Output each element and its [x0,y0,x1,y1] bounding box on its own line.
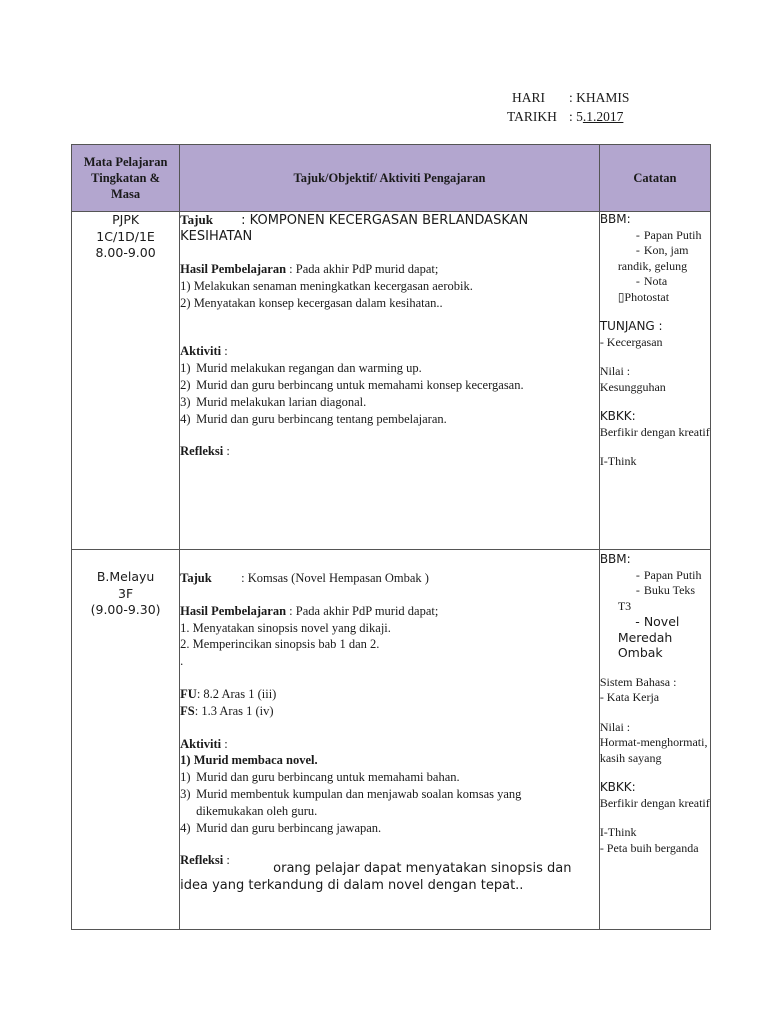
day-line [512,88,629,107]
list-item [180,769,599,786]
table-row [72,550,711,930]
table-row [72,212,711,550]
item-text: Murid dan guru berbincang untuk memahami konsep kecergasan. [196,377,524,392]
outcome-intro: : Pada akhir PdP murid dapat; [289,262,439,276]
notes-cell [599,212,710,550]
item-number: 4) [180,411,191,426]
learning-outcome [180,603,599,620]
activity-list [180,360,599,427]
fs-line [180,703,599,720]
item-text: Murid dan guru berbincang tentang pembelajaran. [196,411,447,426]
nilai-label: Nilai : [599,364,631,378]
notes-cell [599,550,710,930]
subject-cell [72,212,180,550]
list-item [180,377,599,394]
date-label: TARIKH [507,109,557,124]
ithink-label: I-Think [599,454,637,468]
ithink-value: - Peta buih berganda [599,840,699,855]
list-item: - Novel Meredah Ombak [617,614,680,660]
list-item [180,394,599,411]
nilai-value: Hormat-menghormati, kasih sayang [599,735,708,765]
subject-name: PJPK [112,212,140,227]
ithink-label: I-Think [599,825,637,839]
topic [180,212,599,245]
table-header-row [72,145,711,212]
activity-colon: : [224,736,228,751]
header-objective: Tajuk/Objektif/ Aktiviti Pengajaran [180,145,600,212]
outcome-item: 2. Memperincikan sinopsis bab 1 dan 2. [180,637,380,652]
nilai-label: Nilai : [599,719,631,734]
bbm-item: Papan Putih [643,227,702,242]
date-value: .1.2017 [582,109,624,124]
subject-time: (9.00-9.30) [90,602,161,617]
list-item [180,360,599,377]
objective-cell [180,212,600,550]
topic-label: Tajuk [180,212,213,227]
kbkk-value: Berfikir dengan kreatif [599,424,710,439]
outcome-item: 1) Melakukan senaman meningkatkan kecergasan aerobik. [180,278,473,293]
date-line [507,107,623,126]
reflection-label: Refleksi [180,853,224,868]
list-item: - Papan Putih [635,567,702,582]
activity-label: Aktiviti [180,736,222,751]
list-item [180,786,599,820]
topic [180,570,599,587]
list-item: - Kon, jam randik, gelung [617,243,689,273]
item-text: Murid membentuk kumpulan dan menjawab soalan komsas yang dikemukakan oleh guru. [196,786,522,818]
fu-label: FU [180,686,197,701]
learning-outcome [180,261,599,278]
reflection-colon: : [226,853,230,868]
subject-name: B.Melayu [96,569,155,584]
sistem-label: Sistem Bahasa : [599,674,677,689]
list-item: - Nota ▯Photostat [617,274,670,304]
bbm-label: BBM: [599,552,631,566]
tunjang-value: - Kecergasan [599,334,663,349]
bbm-item: Papan Putih [643,567,702,582]
item-number: 3) [180,786,191,801]
fs-value: : 1.3 Aras 1 (iv) [194,703,274,718]
bbm-list [600,568,710,661]
bbm-item: Kon, jam randik, gelung [617,243,689,273]
subject-class: 3F [118,585,134,601]
bbm-list [600,228,710,306]
item-text: Murid dan guru berbincang jawapan. [196,820,382,835]
item-number: 2) [180,377,191,392]
fu-value: : 8.2 Aras 1 (iii) [196,686,277,701]
bbm-item: Novel Meredah Ombak [617,614,680,660]
day-value: : KHAMIS [569,90,630,105]
lesson-plan-table [71,144,711,930]
activity-list [180,769,599,836]
bbm-label: BBM: [599,212,631,226]
subject-cell [72,550,180,930]
bbm-item: Nota ▯Photostat [617,274,670,304]
header-subject: Mata Pelajaran Tingkatan & Masa [72,145,180,212]
topic-label: Tajuk [180,571,212,585]
outcome-item: . [180,654,184,669]
topic-value: : KOMPONEN KECERGASAN BERLANDASKAN KESIHATAN [180,213,529,244]
reflection [180,443,599,460]
outcome-item: 2) Menyatakan konsep kecergasan dalam kesihatan.. [180,295,443,310]
activity-heading [180,343,599,360]
kbkk-value: Berfikir dengan kreatif [599,795,710,810]
list-item [180,411,599,428]
subject-class: 1C/1D/1E [96,228,155,244]
activity-colon: : [224,344,228,359]
item-text: Murid melakukan larian diagonal. [196,394,367,409]
kbkk-label: KBKK: [599,780,636,794]
item-number: 1) [180,770,191,785]
day-label: HARI [512,90,545,105]
nilai-value: Kesungguhan [599,379,666,394]
topic-value: : Komsas (Novel Hempasan Ombak ) [241,571,429,585]
date-prefix: : 5 [569,109,583,124]
item-number: 3) [180,394,191,409]
objective-cell [180,550,600,930]
reflection-text: orang pelajar dapat menyatakan sinopsis dan idea yang terkandung di dalam novel dengan tepat.. [180,861,572,894]
fu-line [180,686,599,703]
tunjang-label: TUNJANG : [599,319,663,333]
reflection-colon: : [226,444,230,459]
list-item [180,820,599,837]
activity-label: Aktiviti [180,344,222,359]
list-item: - Papan Putih [635,227,702,242]
list-item: - Buku Teks T3 [617,583,696,613]
kbkk-label: KBKK: [599,409,636,423]
item-number: 1) [180,361,191,376]
activity-bold-item: 1) Murid membaca novel. [180,753,318,768]
fs-label: FS [180,703,195,718]
sistem-value: - Kata Kerja [599,690,660,704]
bbm-item: Buku Teks T3 [617,583,696,613]
outcome-label: Hasil Pembelajaran [180,262,287,276]
header-notes: Catatan [599,145,710,212]
outcome-intro: : Pada akhir PdP murid dapat; [289,603,439,618]
item-text: Murid dan guru berbincang untuk memahami bahan. [196,770,460,785]
reflection-label: Refleksi [180,444,224,459]
subject-time: 8.00-9.00 [95,245,156,260]
outcome-item: 1. Menyatakan sinopsis novel yang dikaji. [180,620,391,635]
item-number: 4) [180,820,191,835]
item-text: Murid melakukan regangan dan warming up. [196,361,422,376]
activity-heading [180,736,599,753]
outcome-label: Hasil Pembelajaran [180,603,287,618]
